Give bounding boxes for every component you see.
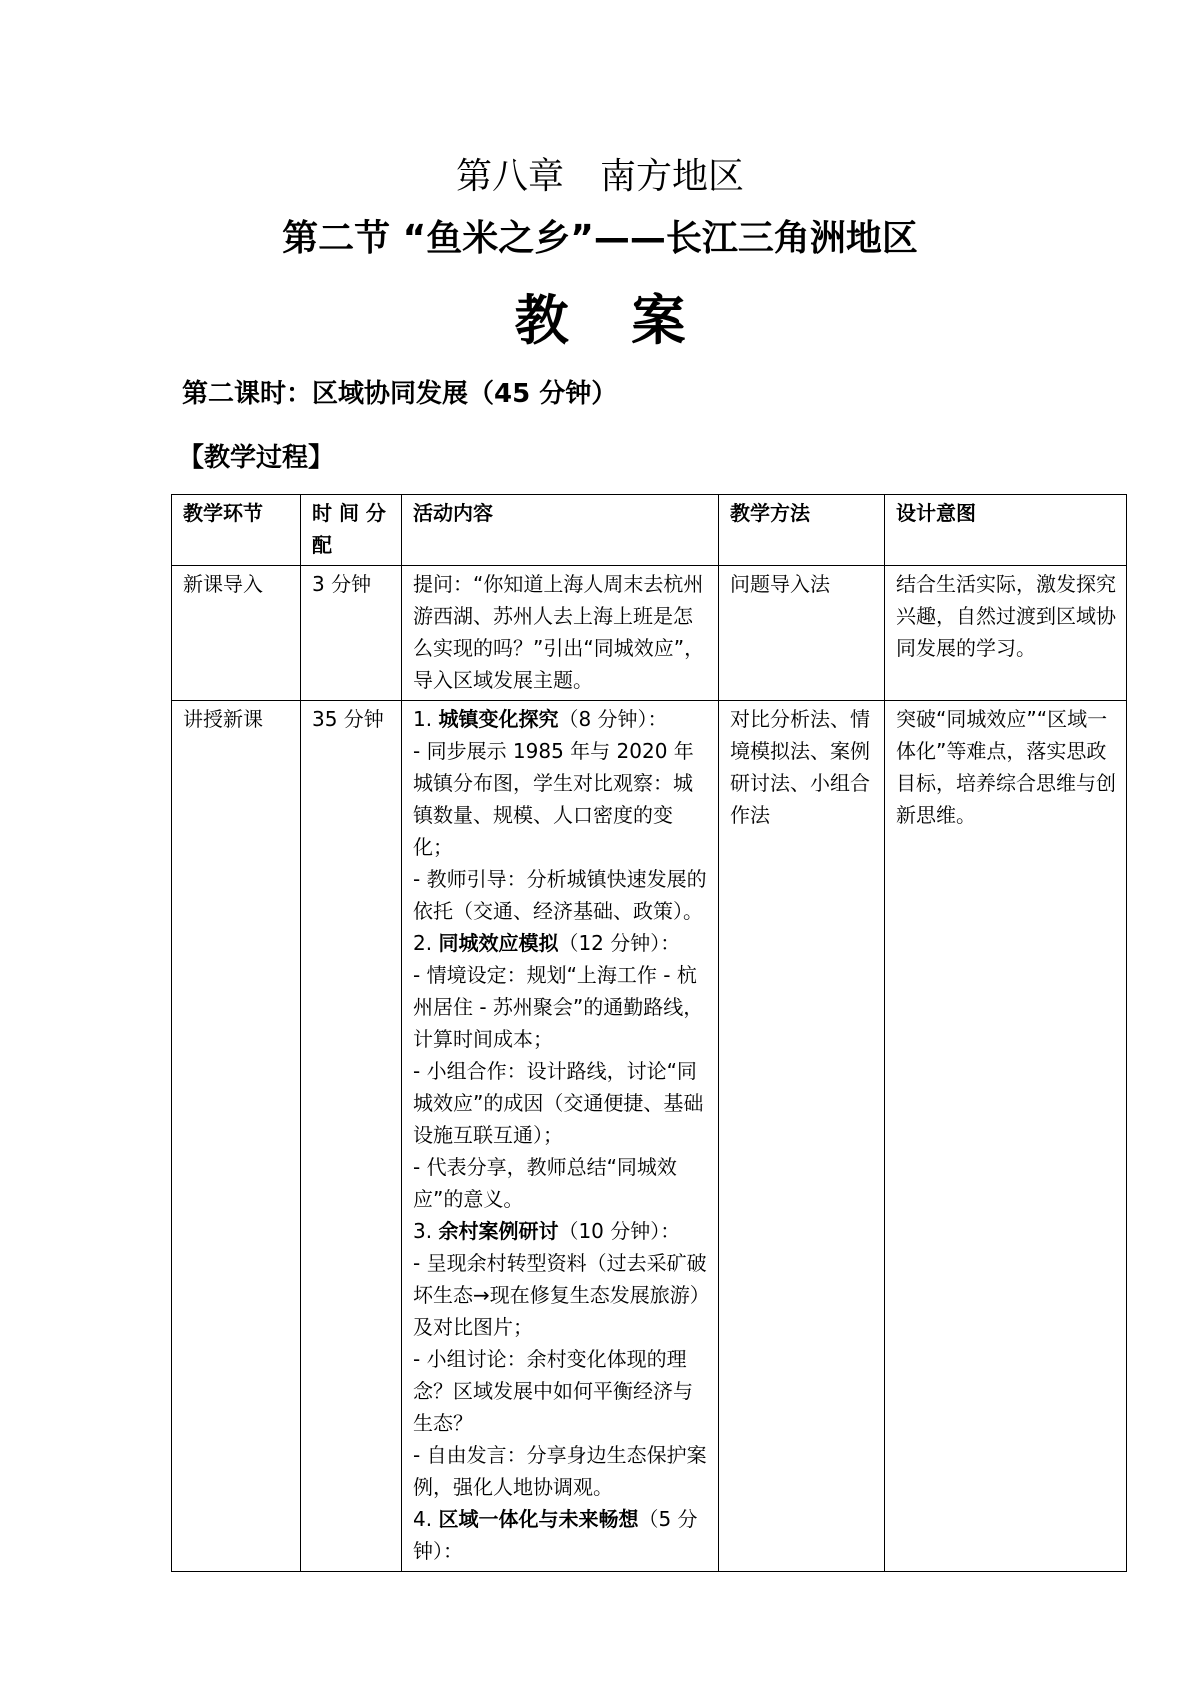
process-heading: 【教学过程】	[178, 443, 335, 473]
step-title: 余村案例研讨	[438, 1219, 559, 1243]
cell-activity: 提问：“你知道上海人周末去杭州游西湖、苏州人去上海上班是怎么实现的吗？”引出“同城效应”，导入区域发展主题。	[402, 566, 719, 701]
header-intent: 设计意图	[885, 495, 1127, 566]
step-number: 2.	[413, 931, 433, 955]
activity-step-3	[413, 1215, 708, 1247]
header-stage: 教学环节	[172, 495, 301, 566]
activity-item: - 教师引导：分析城镇快速发展的依托（交通、经济基础、政策）。	[413, 867, 707, 923]
activity-step-4	[413, 1503, 708, 1567]
activity-item: - 代表分享，教师总结“同城效应”的意义。	[413, 1155, 677, 1211]
cell-method: 问题导入法	[719, 566, 885, 701]
step-duration: （5 分钟）：	[413, 1507, 698, 1563]
cell-activity	[402, 701, 719, 1572]
step-duration: （12 分钟）：	[558, 931, 681, 955]
activity-item: - 情境设定：规划“上海工作 - 杭州居住 - 苏州聚会”的通勤路线，计算时间成本；	[413, 963, 704, 1051]
step-title: 区域一体化与未来畅想	[438, 1507, 639, 1531]
header-time: 时 间 分配	[301, 495, 402, 566]
header-method: 教学方法	[719, 495, 885, 566]
chapter-title: 第八章 南方地区	[455, 156, 744, 197]
step-number: 3.	[413, 1219, 433, 1243]
section-title: 第二节 “鱼米之乡”——长江三角洲地区	[282, 218, 918, 259]
cell-time: 3 分钟	[301, 566, 402, 701]
step-number: 1.	[413, 707, 433, 731]
step-title: 城镇变化探究	[438, 707, 559, 731]
cell-time: 35 分钟	[301, 701, 402, 1572]
step-duration: （8 分钟）：	[558, 707, 668, 731]
doc-type-title: 教 案	[514, 289, 708, 352]
activity-step-1	[413, 703, 708, 735]
cell-method: 对比分析法、情境模拟法、案例研讨法、小组合作法	[719, 701, 885, 1572]
activity-step-2	[413, 927, 708, 959]
table-row	[172, 701, 1127, 1572]
step-duration: （10 分钟）：	[558, 1219, 681, 1243]
cell-stage: 讲授新课	[172, 701, 301, 1572]
header-activity: 活动内容	[402, 495, 719, 566]
activity-item: - 自由发言：分享身边生态保护案例，强化人地协调观。	[413, 1443, 707, 1499]
step-number: 4.	[413, 1507, 433, 1531]
cell-intent: 结合生活实际，激发探究兴趣，自然过渡到区域协同发展的学习。	[885, 566, 1127, 701]
cell-intent: 突破“同城效应”“区域一体化”等难点，落实思政目标，培养综合思维与创新思维。	[885, 701, 1127, 1572]
step-title: 同城效应模拟	[438, 931, 559, 955]
table-header-row	[172, 495, 1127, 566]
lesson-table	[171, 494, 1127, 1572]
activity-item: - 呈现余村转型资料（过去采矿破坏生态→现在修复生态发展旅游）及对比图片；	[413, 1251, 707, 1339]
activity-item: - 同步展示 1985 年与 2020 年城镇分布图，学生对比观察：城镇数量、规模、人口密度的变化；	[413, 739, 694, 859]
table-row	[172, 566, 1127, 701]
activity-item: - 小组讨论：余村变化体现的理念？区域发展中如何平衡经济与生态？	[413, 1347, 693, 1435]
activity-item: - 小组合作：设计路线，讨论“同城效应”的成因（交通便捷、基础设施互联互通）；	[413, 1059, 704, 1147]
cell-stage: 新课导入	[172, 566, 301, 701]
lesson-subtitle: 第二课时：区域协同发展（45 分钟）	[182, 379, 618, 409]
